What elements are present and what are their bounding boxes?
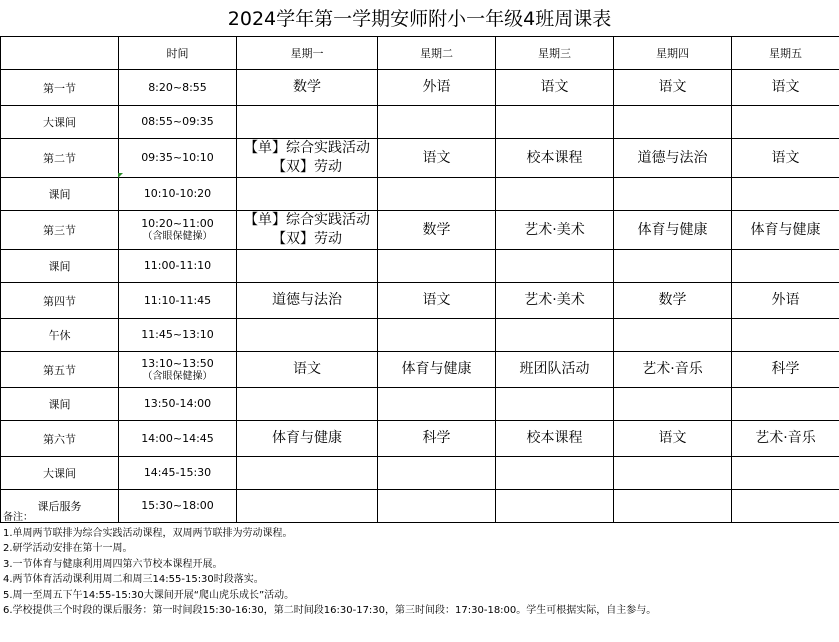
time-range: 11:10-11:45 bbox=[143, 293, 212, 307]
subject-text: 艺术·美术 bbox=[524, 221, 585, 238]
note-line: 4.两节体育活动课利用周二和周三14:55-15:30时段落实。 bbox=[3, 574, 264, 585]
subject-cell bbox=[378, 319, 496, 352]
time-range: 13:10~13:50 bbox=[141, 356, 214, 370]
time-range: 08:55~09:35 bbox=[141, 115, 214, 128]
subject-text: 语文 bbox=[771, 149, 800, 166]
schedule-title: 2024学年第一学期安师附小一年级4班周课表 bbox=[227, 8, 612, 30]
time-cell bbox=[119, 70, 237, 106]
time-note: （含眼保健操） bbox=[142, 231, 213, 242]
time-cell bbox=[119, 211, 237, 250]
period-label: 第六节 bbox=[1, 421, 119, 457]
subject-cell bbox=[496, 283, 614, 319]
table-row bbox=[1, 319, 839, 352]
subject-text: 班团队活动 bbox=[519, 361, 590, 377]
time-range: 15:30~18:00 bbox=[141, 499, 214, 512]
subject-text: 语文 bbox=[658, 430, 687, 446]
note-line: 1.单周两节联排为综合实践活动课程，双周两节联排为劳动课程。 bbox=[3, 527, 293, 539]
subject-cell bbox=[732, 70, 839, 106]
table-row bbox=[1, 283, 839, 319]
time-range: 14:45-15:30 bbox=[143, 466, 212, 479]
time-range: 11:45~13:10 bbox=[141, 328, 214, 341]
subject-text: 体育与健康 bbox=[272, 430, 342, 446]
subject-text: 校本课程 bbox=[526, 149, 583, 166]
subject-cell bbox=[378, 70, 496, 106]
notes-heading: 备注： bbox=[3, 512, 33, 523]
subject-cell bbox=[237, 211, 378, 250]
subject-cell bbox=[237, 70, 378, 106]
period-label: 第三节 bbox=[1, 211, 119, 250]
subject-cell bbox=[614, 250, 732, 283]
subject-cell bbox=[496, 139, 614, 178]
subject-text: 数学 bbox=[422, 221, 451, 238]
table-row bbox=[1, 211, 839, 250]
subject-cell bbox=[614, 457, 732, 490]
subject-cell bbox=[378, 352, 496, 388]
subject-cell bbox=[732, 319, 839, 352]
time-cell bbox=[119, 178, 237, 211]
subject-cell bbox=[378, 421, 496, 457]
subject-cell bbox=[237, 319, 378, 352]
subject-cell bbox=[378, 106, 496, 139]
time-cell bbox=[119, 250, 237, 283]
subject-text: 校本课程 bbox=[526, 430, 583, 446]
subject-text: 艺术·音乐 bbox=[642, 361, 703, 377]
subject-cell bbox=[614, 211, 732, 250]
subject-cell bbox=[378, 457, 496, 490]
header-day: 星期三 bbox=[496, 37, 614, 70]
subject-text: 艺术·美术 bbox=[524, 292, 585, 308]
subject-cell bbox=[732, 250, 839, 283]
subject-cell bbox=[614, 106, 732, 139]
time-range: 09:35~10:10 bbox=[141, 151, 214, 164]
period-label: 第一节 bbox=[1, 70, 119, 106]
subject-text: 语文 bbox=[771, 79, 800, 95]
subject-cell bbox=[614, 388, 732, 421]
table-row bbox=[1, 421, 839, 457]
time-range: 14:00~14:45 bbox=[141, 431, 214, 445]
subject-text: 【双】劳动 bbox=[272, 231, 342, 247]
subject-cell bbox=[614, 283, 732, 319]
subject-cell bbox=[496, 211, 614, 250]
table-row bbox=[1, 178, 839, 211]
time-note: （含眼保健操） bbox=[142, 370, 213, 382]
header-day: 星期四 bbox=[614, 37, 732, 70]
subject-text: 语文 bbox=[540, 79, 569, 95]
time-range: 13:50-14:00 bbox=[143, 397, 212, 410]
period-label: 课间 bbox=[1, 388, 119, 421]
subject-cell bbox=[237, 178, 378, 211]
subject-text: 语文 bbox=[422, 292, 451, 308]
time-cell bbox=[119, 457, 237, 490]
time-cell bbox=[119, 106, 237, 139]
time-range: 8:20~8:55 bbox=[148, 80, 207, 94]
subject-cell bbox=[237, 106, 378, 139]
period-label: 午休 bbox=[1, 319, 119, 352]
subject-cell bbox=[732, 139, 839, 178]
subject-cell bbox=[496, 352, 614, 388]
subject-cell bbox=[237, 250, 378, 283]
subject-cell bbox=[614, 139, 732, 178]
subject-cell bbox=[378, 178, 496, 211]
subject-text: 语文 bbox=[293, 361, 321, 377]
subject-text: 科学 bbox=[422, 430, 451, 446]
subject-cell bbox=[496, 457, 614, 490]
subject-cell bbox=[614, 352, 732, 388]
period-label: 大课间 bbox=[1, 106, 119, 139]
header-day: 星期二 bbox=[378, 37, 496, 70]
subject-cell bbox=[496, 388, 614, 421]
note-line: 3.一节体育与健康利用周四第六节校本课程开展。 bbox=[3, 558, 223, 570]
subject-text: 【单】综合实践活动 bbox=[244, 212, 370, 228]
subject-cell bbox=[732, 352, 839, 388]
subject-cell bbox=[732, 178, 839, 211]
table-row bbox=[1, 106, 839, 139]
schedule-table bbox=[0, 36, 839, 523]
subject-cell bbox=[496, 70, 614, 106]
subject-cell bbox=[237, 283, 378, 319]
subject-cell bbox=[378, 139, 496, 178]
cell-comment-marker bbox=[118, 173, 123, 178]
time-cell bbox=[119, 319, 237, 352]
subject-cell bbox=[732, 388, 839, 421]
subject-cell bbox=[237, 457, 378, 490]
note-line: 6.学校提供三个时段的课后服务：第一时间段15:30-16:30，第二时间段16:30-17:30，第三时间段：17:30-18:00。学生可根据实际，自主参与。 bbox=[3, 605, 657, 616]
header-time: 时间 bbox=[119, 37, 237, 70]
period-label: 第四节 bbox=[1, 283, 119, 319]
header-row bbox=[1, 37, 839, 70]
table-row bbox=[1, 139, 839, 178]
subject-text: 体育与健康 bbox=[637, 221, 708, 238]
subject-text: 数学 bbox=[293, 79, 321, 95]
subject-text: 道德与法治 bbox=[637, 149, 708, 166]
time-range: 10:10-10:20 bbox=[143, 187, 212, 200]
subject-cell bbox=[496, 421, 614, 457]
subject-text: 【单】综合实践活动 bbox=[244, 140, 370, 156]
table-row bbox=[1, 250, 839, 283]
table-row bbox=[1, 70, 839, 106]
subject-cell bbox=[614, 319, 732, 352]
time-cell bbox=[119, 352, 237, 388]
subject-text: 语文 bbox=[422, 149, 451, 166]
table-row bbox=[1, 388, 839, 421]
subject-cell bbox=[378, 283, 496, 319]
time-range: 11:00-11:10 bbox=[143, 259, 212, 272]
subject-text: 外语 bbox=[771, 292, 800, 308]
time-cell bbox=[119, 283, 237, 319]
table-row bbox=[1, 352, 839, 388]
time-cell bbox=[119, 139, 237, 178]
period-label: 第五节 bbox=[1, 352, 119, 388]
subject-cell bbox=[378, 250, 496, 283]
note-line: 2.研学活动安排在第十一周。 bbox=[3, 543, 133, 554]
header-day: 星期五 bbox=[732, 37, 839, 70]
subject-text: 体育与健康 bbox=[401, 361, 472, 377]
subject-cell bbox=[237, 421, 378, 457]
subject-cell bbox=[614, 70, 732, 106]
time-cell bbox=[119, 388, 237, 421]
subject-text: 【双】劳动 bbox=[272, 159, 342, 175]
subject-cell bbox=[732, 283, 839, 319]
subject-cell bbox=[237, 139, 378, 178]
subject-text: 外语 bbox=[422, 79, 451, 95]
subject-text: 科学 bbox=[771, 361, 800, 377]
subject-cell bbox=[237, 388, 378, 421]
period-label: 课间 bbox=[1, 250, 119, 283]
subject-text: 数学 bbox=[658, 292, 687, 308]
subject-cell bbox=[237, 352, 378, 388]
subject-cell bbox=[732, 211, 839, 250]
subject-cell bbox=[496, 106, 614, 139]
period-label: 课间 bbox=[1, 178, 119, 211]
subject-text: 体育与健康 bbox=[750, 221, 821, 238]
header-day: 星期一 bbox=[237, 37, 378, 70]
period-label: 大课间 bbox=[1, 457, 119, 490]
period-label: 第二节 bbox=[1, 139, 119, 178]
subject-cell bbox=[378, 388, 496, 421]
period-label: 课后服务 bbox=[1, 490, 119, 523]
subject-cell bbox=[496, 319, 614, 352]
subject-cell bbox=[614, 178, 732, 211]
time-range: 10:20~11:00 bbox=[141, 217, 214, 230]
subject-text: 艺术·音乐 bbox=[755, 430, 816, 446]
header-corner-cell bbox=[1, 37, 119, 70]
subject-cell bbox=[378, 211, 496, 250]
notes-section bbox=[3, 510, 839, 619]
note-line: 5.周一至周五下午14:55-15:30大课间开展“爬山虎乐成长”活动。 bbox=[3, 589, 295, 601]
table-row bbox=[1, 457, 839, 490]
time-cell bbox=[119, 421, 237, 457]
subject-cell bbox=[732, 421, 839, 457]
subject-text: 道德与法治 bbox=[272, 292, 342, 308]
subject-cell bbox=[732, 106, 839, 139]
subject-cell bbox=[496, 178, 614, 211]
subject-cell bbox=[732, 457, 839, 490]
subject-text: 语文 bbox=[658, 79, 687, 95]
subject-cell bbox=[614, 421, 732, 457]
subject-cell bbox=[496, 250, 614, 283]
